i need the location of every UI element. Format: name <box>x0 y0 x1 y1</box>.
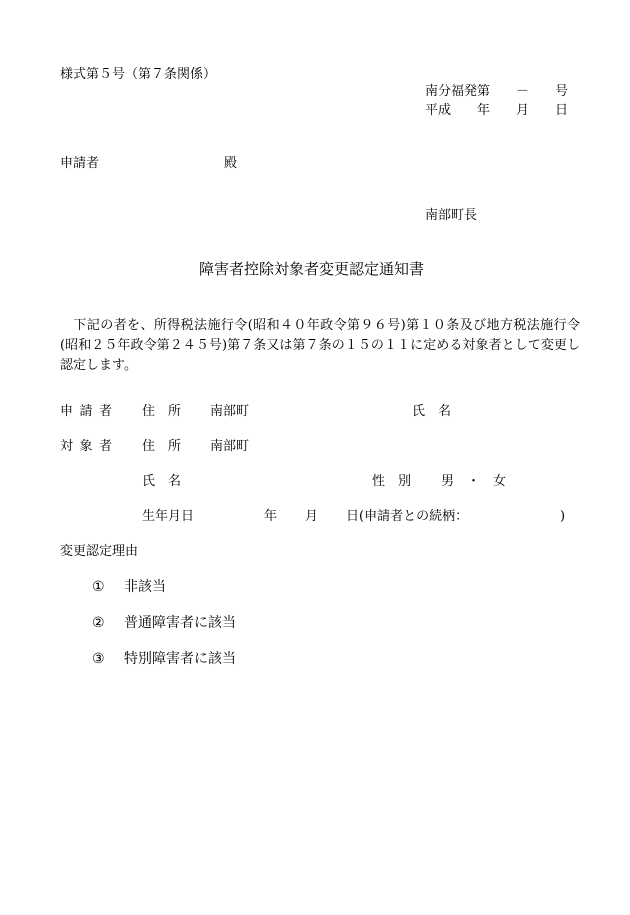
reason-option-marker: ③ <box>92 651 105 667</box>
gender-male: 男 <box>441 474 455 489</box>
reason-option-text: 普通障害者に該当 <box>124 615 236 631</box>
applicant-address-value: 南部町 <box>210 404 250 419</box>
reason-option-marker: ① <box>92 579 105 595</box>
gender-separator: ・ <box>467 474 481 489</box>
body-text: 下記の者を、所得税法施行令(昭和４０年政令第９６号)第１０条及び地方税法施行令(昭和２５年政令第２４５号)第７条又は第７条の１５の１１に定める対象者として変更し認定します。 <box>60 318 580 373</box>
addressee-label: 申請者 <box>60 156 100 171</box>
subject-address-value: 南部町 <box>210 439 250 454</box>
addressee-honorific: 殿 <box>224 156 238 171</box>
issue-date: 平成 年 月 日 <box>425 103 569 118</box>
reason-label: 変更認定理由 <box>60 544 139 559</box>
dob-close-paren: ) <box>560 509 566 524</box>
subject-label: 対象者 <box>60 439 119 454</box>
applicant-name-label: 氏 名 <box>412 404 452 419</box>
subject-name-label: 氏 名 <box>142 474 182 489</box>
dob-day-relationship: 日(申請者との続柄： <box>346 509 469 524</box>
reason-option-marker: ② <box>92 615 105 631</box>
form-number: 様式第５号（第７条関係） <box>60 67 217 82</box>
subject-gender-label: 性 別 <box>372 474 412 489</box>
subject-address-label: 住 所 <box>142 439 182 454</box>
applicant-label: 申請者 <box>60 404 119 419</box>
dob-label: 生年月日 <box>142 509 195 524</box>
dob-year: 年 <box>264 509 278 524</box>
reason-option-text: 特別障害者に該当 <box>124 651 236 667</box>
applicant-address-label: 住 所 <box>142 404 182 419</box>
reason-option-text: 非該当 <box>124 579 166 595</box>
document-title: 障害者控除対象者変更認定通知書 <box>199 260 425 278</box>
document-number: 南分福発第 － 号 <box>425 84 569 99</box>
issuer-name: 南部町長 <box>425 208 478 223</box>
gender-female: 女 <box>493 474 507 489</box>
dob-month: 月 <box>305 509 319 524</box>
